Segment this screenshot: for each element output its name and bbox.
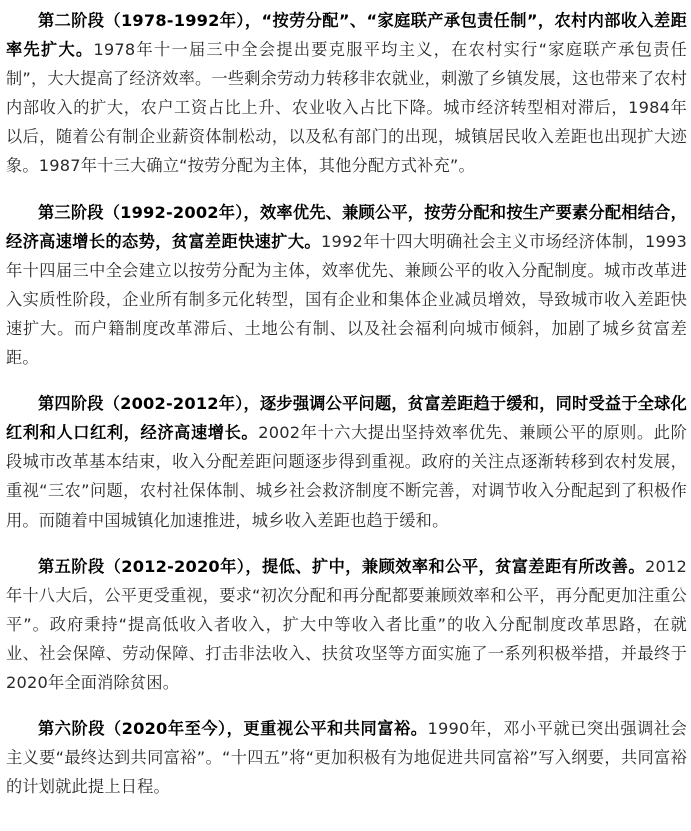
article-body [6, 6, 687, 801]
paragraph-stage-4 [6, 389, 687, 534]
paragraph-heading: 第三阶段（1992-2002年），效率优先、兼顾公平，按劳分配和按生产要素分配相结合，经济高速增长的态势，贫富差距快速扩大。 [6, 202, 687, 251]
paragraph-text: 2012年十八大后，公平更受重视，要求“初次分配和再分配都要兼顾效率和公平，再分配更加注重公平”。政府秉持“提高低收入者收入，扩大中等收入者比重”的收入分配制度改革思路，在就业、社会保障、劳动保障、打击非法收入、扶贫攻坚等方面实施了一系列积极举措，并最终于2020年全面消除贫困。 [6, 556, 687, 692]
paragraph-text: 1992年十四大明确社会主义市场经济体制，1993年十四届三中全会建立以按劳分配为主体，效率优先、兼顾公平的收入分配制度。城市改革进入实质性阶段，企业所有制多元化转型，国有企业和集体企业减员增效，导致城市收入差距快速扩大。而户籍制度改革滞后、土地公有制、以及社会福利向城市倾斜，加剧了城乡贫富差距。 [6, 231, 687, 368]
paragraph-text: 1978年十一届三中全会提出要克服平均主义，在农村实行“家庭联产承包责任制”，大大提高了经济效率。一些剩余劳动力转移非农就业，刺激了乡镇发展，这也带来了农村内部收入的扩大，农户工资占比上升、农业收入占比下降。城市经济转型相对滞后，1984年以后，随着公有制企业薪资体制松动，以及私有部门的出现，城镇居民收入差距也出现扩大迹象。1987年十三大确立“按劳分配为主体，其他分配方式补充”。 [6, 40, 687, 176]
paragraph-stage-3 [6, 198, 687, 373]
paragraph-stage-5 [6, 552, 687, 697]
paragraph-heading: 第四阶段（2002-2012年），逐步强调公平问题，贫富差距趋于缓和，同时受益于全球化红利和人口红利，经济高速增长。 [6, 394, 687, 443]
paragraph-stage-6 [6, 714, 687, 801]
paragraph-heading: 第二阶段（1978-1992年），“按劳分配”、“家庭联产承包责任制”，农村内部收入差距率先扩大。 [6, 11, 687, 60]
paragraph-stage-2 [6, 6, 687, 181]
paragraph-text: 1990年，邓小平就已突出强调社会主义要“最终达到共同富裕”。“十四五”将“更加积极有为地促进共同富裕”写入纲要，共同富裕的计划就此提上日程。 [6, 719, 687, 797]
paragraph-heading: 第六阶段（2020年至今），更重视公平和共同富裕。 [38, 719, 428, 739]
paragraph-text: 2002年十六大提出坚持效率优先、兼顾公平的原则。此阶段城市改革基本结束，收入分配差距问题逐步得到重视。政府的关注点逐渐转移到农村发展，重视“三农”问题，农村社保体制、城乡社会救济制度不断完善，对调节收入分配起到了积极作用。而随着中国城镇化加速推进，城乡收入差距也趋于缓和。 [6, 423, 687, 530]
paragraph-heading: 第五阶段（2012-2020年），提低、扩中，兼顾效率和公平，贫富差距有所改善。 [38, 556, 645, 576]
